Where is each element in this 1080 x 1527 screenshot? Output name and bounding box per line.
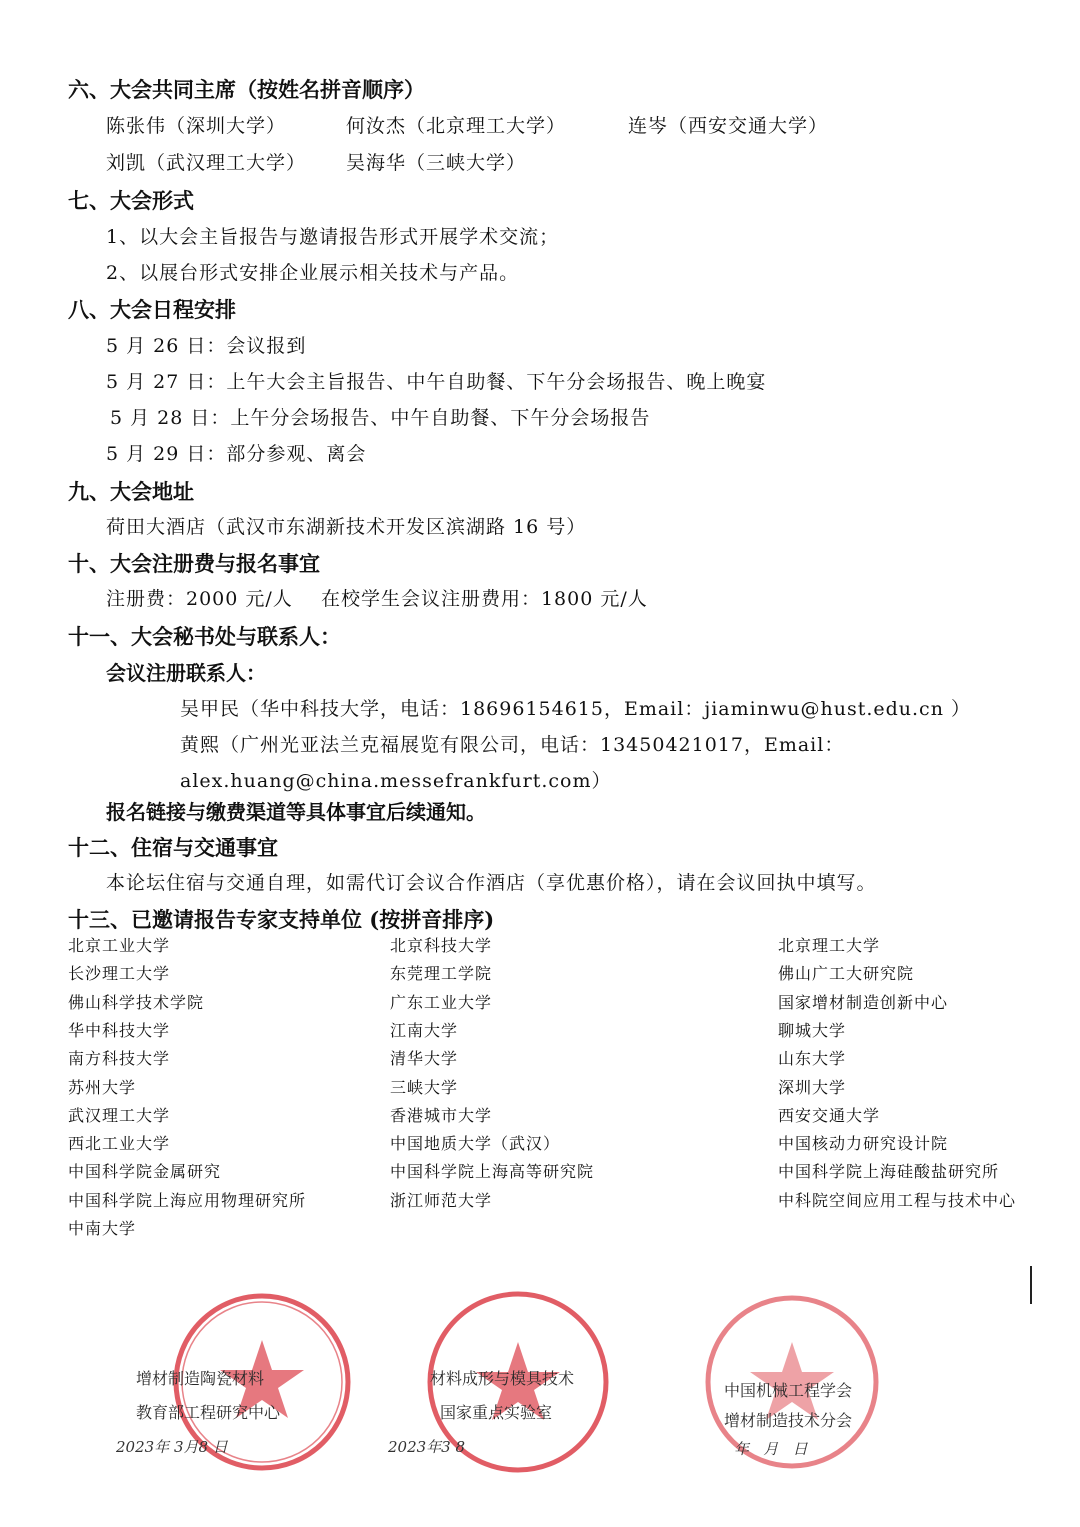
supporter-unit: 长沙理工大学 bbox=[68, 964, 171, 984]
section7-heading: 七、大会形式 bbox=[68, 188, 194, 213]
supporter-unit: 中国科学院上海应用物理研究所 bbox=[68, 1190, 307, 1210]
supporter-unit: 中国科学院金属研究 bbox=[68, 1162, 222, 1182]
supporter-unit: 中国科学院上海硅酸盐研究所 bbox=[778, 1162, 1000, 1182]
seal-block-ceramics-center bbox=[110, 1290, 410, 1510]
supporter-unit: 中科院空间应用工程与技术中心 bbox=[778, 1190, 1017, 1210]
contact-wu: 吴甲民（华中科技大学，电话：18696154615，Email：jiaminwu@hust.edu.cn ） bbox=[180, 698, 971, 720]
supporter-unit: 北京工业大学 bbox=[68, 936, 171, 955]
supporter-unit: 浙江师范大学 bbox=[390, 1190, 493, 1210]
supporter-unit: 山东大学 bbox=[778, 1049, 847, 1069]
supporter-unit: 香港城市大学 bbox=[390, 1105, 493, 1125]
seal-1-date: 2023年 3月8 日 bbox=[116, 1438, 228, 1456]
supporter-unit: 北京理工大学 bbox=[778, 936, 881, 955]
supporter-unit: 南方科技大学 bbox=[68, 1049, 171, 1069]
seal-block-cmes bbox=[700, 1290, 1000, 1510]
section8-heading: 八、大会日程安排 bbox=[68, 297, 236, 322]
supporter-unit: 广东工业大学 bbox=[390, 992, 493, 1012]
schedule-day-2: 5 月 27 日：上午大会主旨报告、中午自助餐、下午分会场报告、晚上晚宴 bbox=[106, 371, 767, 393]
section10-heading: 十、大会注册费与报名事宜 bbox=[68, 551, 320, 576]
format-item-2: 2、以展台形式安排企业展示相关技术与产品。 bbox=[106, 262, 520, 284]
seal-2-line-2: 国家重点实验室 bbox=[440, 1403, 553, 1422]
co-chair-3: 连岑（西安交通大学） bbox=[628, 115, 829, 137]
seal-2-line-1: 材料成形与模具技术 bbox=[430, 1369, 575, 1388]
seal-3-line-2: 增材制造技术分会 bbox=[724, 1411, 853, 1430]
co-chair-2: 何汝杰（北京理工大学） bbox=[346, 115, 567, 137]
section13-heading: 十三、已邀请报告专家支持单位 (按拼音排序) bbox=[68, 907, 495, 932]
supporter-unit: 中国地质大学（武汉） bbox=[390, 1134, 561, 1154]
section11-heading: 十一、大会秘书处与联系人： bbox=[68, 624, 341, 649]
supporter-unit: 佛山科学技术学院 bbox=[68, 992, 205, 1012]
supporter-unit: 清华大学 bbox=[390, 1049, 459, 1069]
contact-huang: 黄熙（广州光亚法兰克福展览有限公司，电话：13450421017，Email： bbox=[180, 734, 845, 756]
seal-1-line-2: 教育部工程研究中心 bbox=[136, 1403, 281, 1422]
supporter-unit: 中国科学院上海高等研究院 bbox=[390, 1162, 595, 1182]
supporter-unit: 北京科技大学 bbox=[390, 936, 493, 955]
supporter-unit: 国家增材制造创新中心 bbox=[778, 992, 949, 1012]
supporter-unit: 聊城大学 bbox=[778, 1020, 847, 1040]
section9-heading: 九、大会地址 bbox=[68, 479, 194, 504]
supporter-unit: 三峡大学 bbox=[390, 1077, 459, 1097]
supporter-unit: 苏州大学 bbox=[68, 1077, 137, 1097]
schedule-day-1: 5 月 26 日：会议报到 bbox=[106, 335, 307, 357]
supporter-unit: 中国核动力研究设计院 bbox=[778, 1134, 949, 1154]
section12-heading: 十二、住宿与交通事宜 bbox=[68, 835, 278, 860]
margin-mark bbox=[1030, 1266, 1032, 1304]
supporter-unit: 佛山广工大研究院 bbox=[778, 964, 915, 984]
section6-heading: 六、大会共同主席（按姓名拼音顺序） bbox=[68, 77, 425, 102]
supporter-unit: 中南大学 bbox=[68, 1219, 137, 1238]
schedule-day-3: 5 月 28 日：上午分会场报告、中午自助餐、下午分会场报告 bbox=[110, 407, 651, 429]
supporter-unit: 武汉理工大学 bbox=[68, 1105, 171, 1125]
supporter-unit: 西北工业大学 bbox=[68, 1134, 171, 1154]
supporter-unit: 江南大学 bbox=[390, 1020, 459, 1040]
co-chair-1: 陈张伟（深圳大学） bbox=[106, 115, 287, 137]
supporter-unit: 西安交通大学 bbox=[778, 1105, 881, 1125]
seal-3-date: 年 月 日 bbox=[734, 1440, 808, 1458]
co-chair-4: 刘凯（武汉理工大学） bbox=[106, 152, 307, 174]
venue-address: 荷田大酒店（武汉市东湖新技术开发区滨湖路 16 号） bbox=[106, 516, 587, 538]
seal-3-line-1: 中国机械工程学会 bbox=[724, 1381, 853, 1400]
schedule-day-4: 5 月 29 日：部分参观、离会 bbox=[106, 443, 367, 465]
contact-huang-email: alex.huang@china.messefrankfurt.com） bbox=[180, 770, 612, 792]
seal-block-hust bbox=[388, 1290, 710, 1510]
registration-contact-subheading: 会议注册联系人： bbox=[106, 661, 266, 685]
co-chair-5: 吴海华（三峡大学） bbox=[346, 152, 527, 174]
supporter-unit: 华中科技大学 bbox=[68, 1020, 171, 1040]
seal-2-date: 2023年3 8 bbox=[388, 1438, 466, 1456]
accommodation-text: 本论坛住宿与交通自理，如需代订会议合作酒店（享优惠价格），请在会议回执中填写。 bbox=[106, 872, 877, 894]
registration-fee: 注册费：2000 元/人 在校学生会议注册费用：1800 元/人 bbox=[106, 588, 648, 610]
supporter-unit: 东莞理工学院 bbox=[390, 964, 493, 984]
registration-note: 报名链接与缴费渠道等具体事宜后续通知。 bbox=[106, 800, 486, 824]
seal-1-line-1: 增材制造陶瓷材料 bbox=[136, 1369, 265, 1388]
format-item-1: 1、以大会主旨报告与邀请报告形式开展学术交流； bbox=[106, 226, 560, 248]
supporter-unit: 深圳大学 bbox=[778, 1077, 847, 1097]
